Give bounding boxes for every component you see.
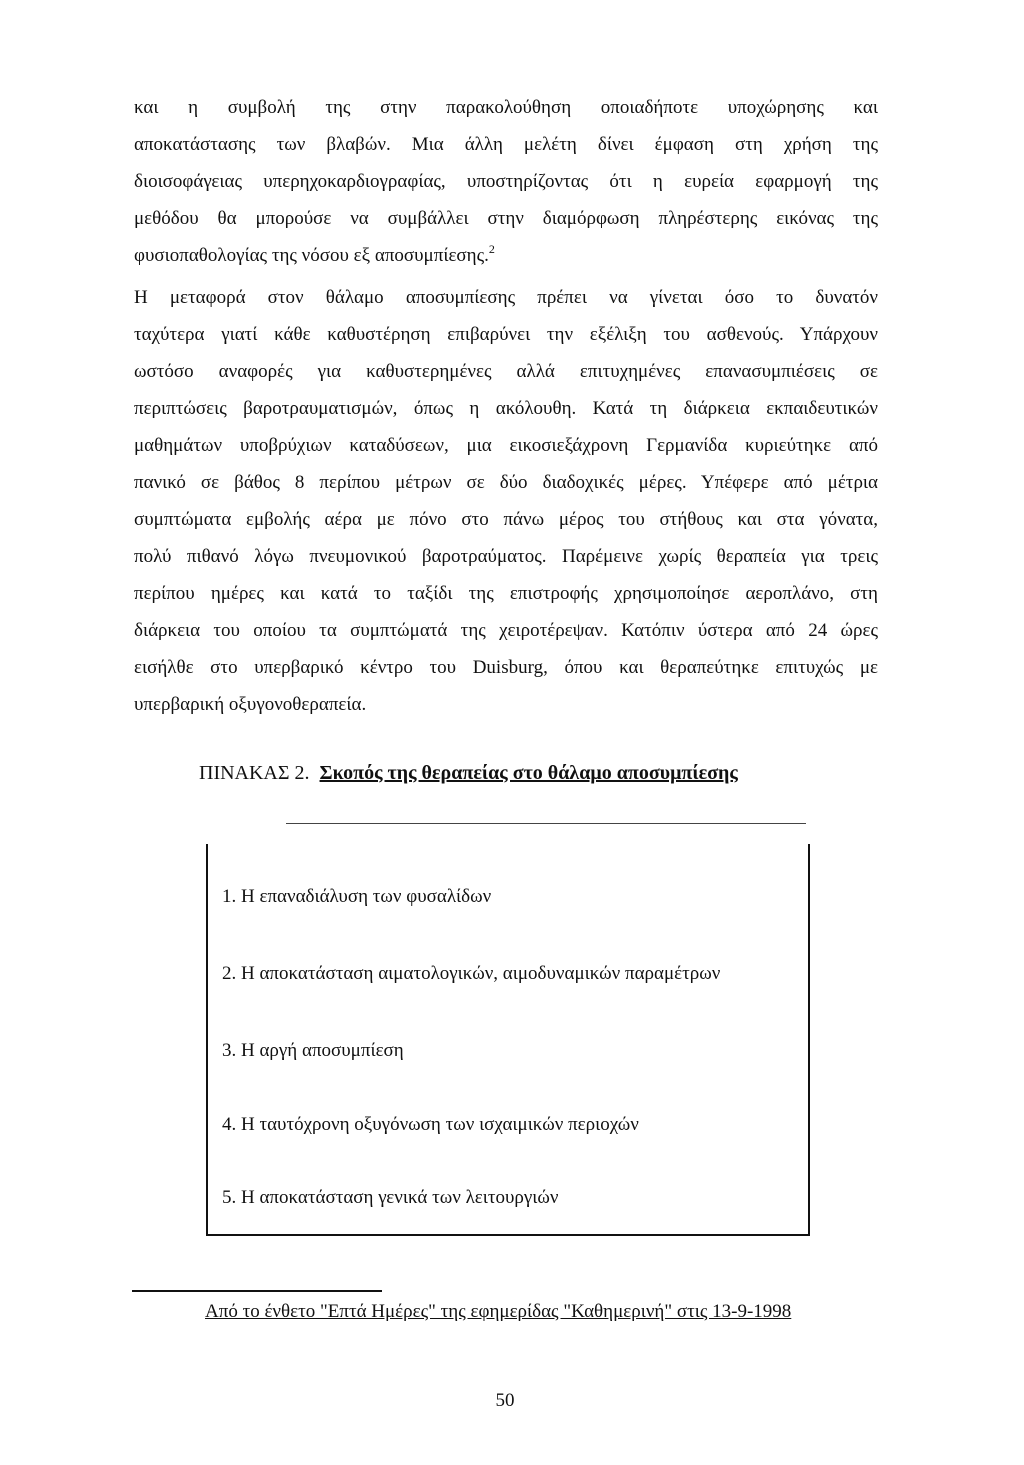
- paragraph-2-line: ταχύτερα γιατί κάθε καθυστέρηση επιβαρύνει την εξέλιξη του ασθενούς. Υπάρχουν: [134, 324, 878, 345]
- paragraph-2-line: υπερβαρική οξυγονοθεραπεία.: [134, 694, 367, 715]
- paragraph-2-line: διάρκεια του οποίου τα συμπτώματά της χειροτέρεψαν. Κατόπιν ύστερα από 24 ώρες: [134, 620, 878, 641]
- paragraph-2-line: περιπτώσεις βαροτραυματισμών, όπως η ακόλουθη. Κατά τη διάρκεια εκπαιδευτικών: [134, 398, 878, 419]
- source-note: Από το ένθετο "Επτά Ημέρες" της εφημερίδας "Καθημερινή" στις 13-9-1998: [205, 1301, 792, 1322]
- paragraph-2-line: ωστόσο αναφορές για καθυστερημένες αλλά επιτυχημένες επανασυμπιέσεις σε: [134, 361, 878, 382]
- table-item: 2. Η αποκατάσταση αιματολογικών, αιμοδυναμικών παραμέτρων: [222, 963, 721, 984]
- footnote-reference: 2: [488, 242, 495, 256]
- paragraph-2-line: πολύ πιθανό λόγω πνευμονικού βαροτραύματος. Παρέμεινε χωρίς θεραπεία για τρεις: [134, 546, 878, 567]
- paragraph-2-line: περίπου ημέρες και κατά το ταξίδι της επιστροφής χρησιμοποίησε αεροπλάνο, στη: [134, 583, 878, 604]
- table-item: 5. Η αποκατάσταση γενικά των λειτουργιών: [222, 1187, 559, 1208]
- table-item: 4. Η ταυτόχρονη οξυγόνωση των ισχαιμικών περιοχών: [222, 1114, 639, 1135]
- page-number: 50: [495, 1390, 515, 1411]
- paragraph-1-line: και η συμβολή της στην παρακολούθηση οποιαδήποτε υποχώρησης και: [134, 97, 878, 118]
- paragraph-2-line: μαθημάτων υποβρύχιων καταδύσεων, μια εικοσιεξάχρονη Γερμανίδα κυριεύτηκε από: [134, 435, 878, 456]
- paragraph-1: [134, 89, 878, 274]
- table-item: 1. Η επαναδιάλυση των φυσαλίδων: [222, 886, 492, 907]
- paragraph-2-line: πανικό σε βάθος 8 περίπου μέτρων σε δύο διαδοχικές μέρες. Υπέφερε από μέτρια: [134, 472, 878, 493]
- footnote-divider: [132, 1290, 382, 1292]
- paragraph-2: [134, 279, 878, 723]
- table-label: ΠΙΝΑΚΑΣ 2.: [199, 762, 310, 784]
- paragraph-1-last-line: [134, 237, 878, 274]
- paragraph-1-line: διοισοφάγειας υπερηχοκαρδιογραφίας, υποστηρίζοντας ότι η ευρεία εφαρμογή της: [134, 171, 878, 192]
- table-box: [206, 844, 810, 1236]
- table-title: Σκοπός της θεραπείας στο θάλαμο αποσυμπίεσης: [319, 762, 738, 784]
- paragraph-1-line: αποκατάστασης των βλαβών. Μια άλλη μελέτη δίνει έμφαση στη χρήση της: [134, 134, 878, 155]
- table-top-rule: [286, 823, 806, 824]
- paragraph-1-line: μεθόδου θα μπορούσε να συμβάλλει στην διαμόρφωση πληρέστερης εικόνας της: [134, 208, 878, 229]
- table-heading: [199, 762, 738, 785]
- paragraph-2-line: εισήλθε στο υπερβαρικό κέντρο του Duisburg, όπου και θεραπεύτηκε επιτυχώς με: [134, 657, 878, 678]
- table-item: 3. Η αργή αποσυμπίεση: [222, 1040, 404, 1061]
- paragraph-1-line: φυσιοπαθολογίας της νόσου εξ αποσυμπίεσης.: [134, 245, 489, 266]
- paragraph-2-line: συμπτώματα εμβολής αέρα με πόνο στο πάνω μέρος του στήθους και στα γόνατα,: [134, 509, 878, 530]
- paragraph-2-line: Η μεταφορά στον θάλαμο αποσυμπίεσης πρέπει να γίνεται όσο το δυνατόν: [134, 287, 878, 308]
